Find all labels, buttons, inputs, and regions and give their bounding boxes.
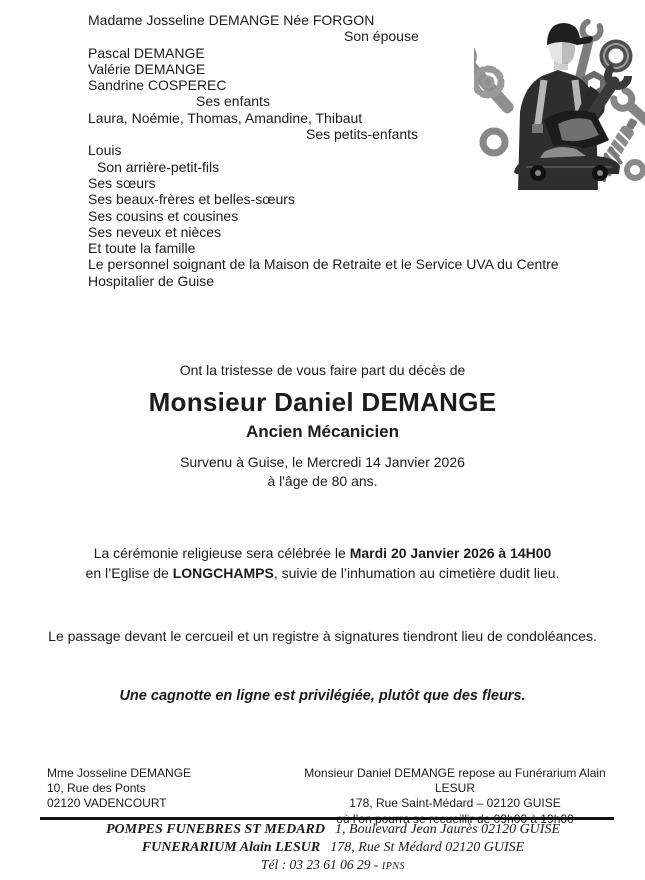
ceremony-line1-text: La cérémonie religieuse sera célébrée le [93,545,350,561]
funeral-home-block [22,821,644,876]
list-line: Ses cousins et cousines [88,207,239,224]
announcement-intro: Ont la tristesse de vous faire part du décès de [179,362,466,378]
list-line: Ses neveux et nièces [88,223,222,240]
funerarium-address: 178, Rue St Médard 02120 GUISE [330,839,525,855]
list-line: Pascal DEMANGE [88,44,205,61]
mechanic-illustration [474,12,645,190]
list-line: Valérie DEMANGE [88,60,206,77]
wrench-icon [474,41,520,119]
ceremony-line2-prefix: en l’Eglise de [85,565,173,581]
mechanic-illustration-svg [474,12,645,190]
list-line: Son épouse [344,28,419,45]
ring-icon [627,162,643,178]
phone-number: Tél : 03 23 61 06 29 - [261,857,379,873]
list-line: 10, Rue des Ponts [47,781,146,796]
tire-ring-icon [483,131,505,153]
list-line: Louis [88,142,122,159]
list-line: 178, Rue Saint-Médard – 02120 GUISE [349,796,561,811]
list-line: Ses enfants [196,93,270,110]
condolences-note: Le passage devant le cercueil et un registre à signatures tiendront lieu de condoléances. [48,628,597,644]
list-line: Sandrine COSPEREC [88,77,227,94]
list-line: Et toute la famille [88,240,196,257]
death-age: à l'âge de 80 ans. [267,472,378,489]
list-line: Le personnel soignant de la Maison de Retraite et le Service UVA du Centre Hospitalier de Guise [88,256,559,289]
ceremony-date-bold: Mardi 20 Janvier 2026 à 14H00 [349,545,552,561]
ceremony-line2 [0,563,645,583]
contact-widow-address [47,766,191,812]
funeral-home-line1 [22,821,644,839]
ceremony-church-bold: LONGCHAMPS [172,565,274,581]
list-line: Ses sœurs [88,174,156,191]
list-line: Son arrière-petit-fils [97,158,220,175]
death-details [0,453,645,490]
seal-ring-icon [604,44,628,68]
ipns-label: IPNS [381,861,405,873]
ceremony-details [0,543,645,583]
funeral-home-line2 [22,839,644,857]
list-line: Mme Josseline DEMANGE [47,766,192,780]
footer-divider [40,817,614,820]
funeral-home-name: POMPES FUNEBRES ST MEDARD [106,822,326,837]
donation-note: Une cagnotte en ligne est privilégiée, plutôt que des fleurs. [119,688,526,704]
deceased-title: Ancien Mécanicien [245,422,400,441]
ceremony-line1 [0,543,645,563]
list-line: Madame Josseline DEMANGE Née FORGON [88,12,375,28]
death-place-date: Survenu à Guise, le Mercredi 14 Janvier 2026 [180,454,465,470]
ceremony-line2-suffix: , suivie de l’inhumation au cimetière dudit lieu. [273,565,560,581]
list-line: Ses beaux-frères et belles-sœurs [88,191,295,208]
deceased-name: Monsieur Daniel DEMANGE [148,387,497,417]
list-line: Ses petits-enfants [306,126,419,143]
list-line: Monsieur Daniel DEMANGE repose au Funérarium Alain LESUR [304,766,606,796]
funeral-home-line3 [22,856,644,876]
list-line: Laura, Noémie, Thomas, Amandine, Thibaut [88,109,363,126]
funerarium-name: FUNERARIUM Alain LESUR [141,839,321,855]
list-line: 02120 VADENCOURT [47,796,167,811]
funeral-home-address: 1, Boulevard Jean Jaurès 02120 GUISE [335,822,560,837]
